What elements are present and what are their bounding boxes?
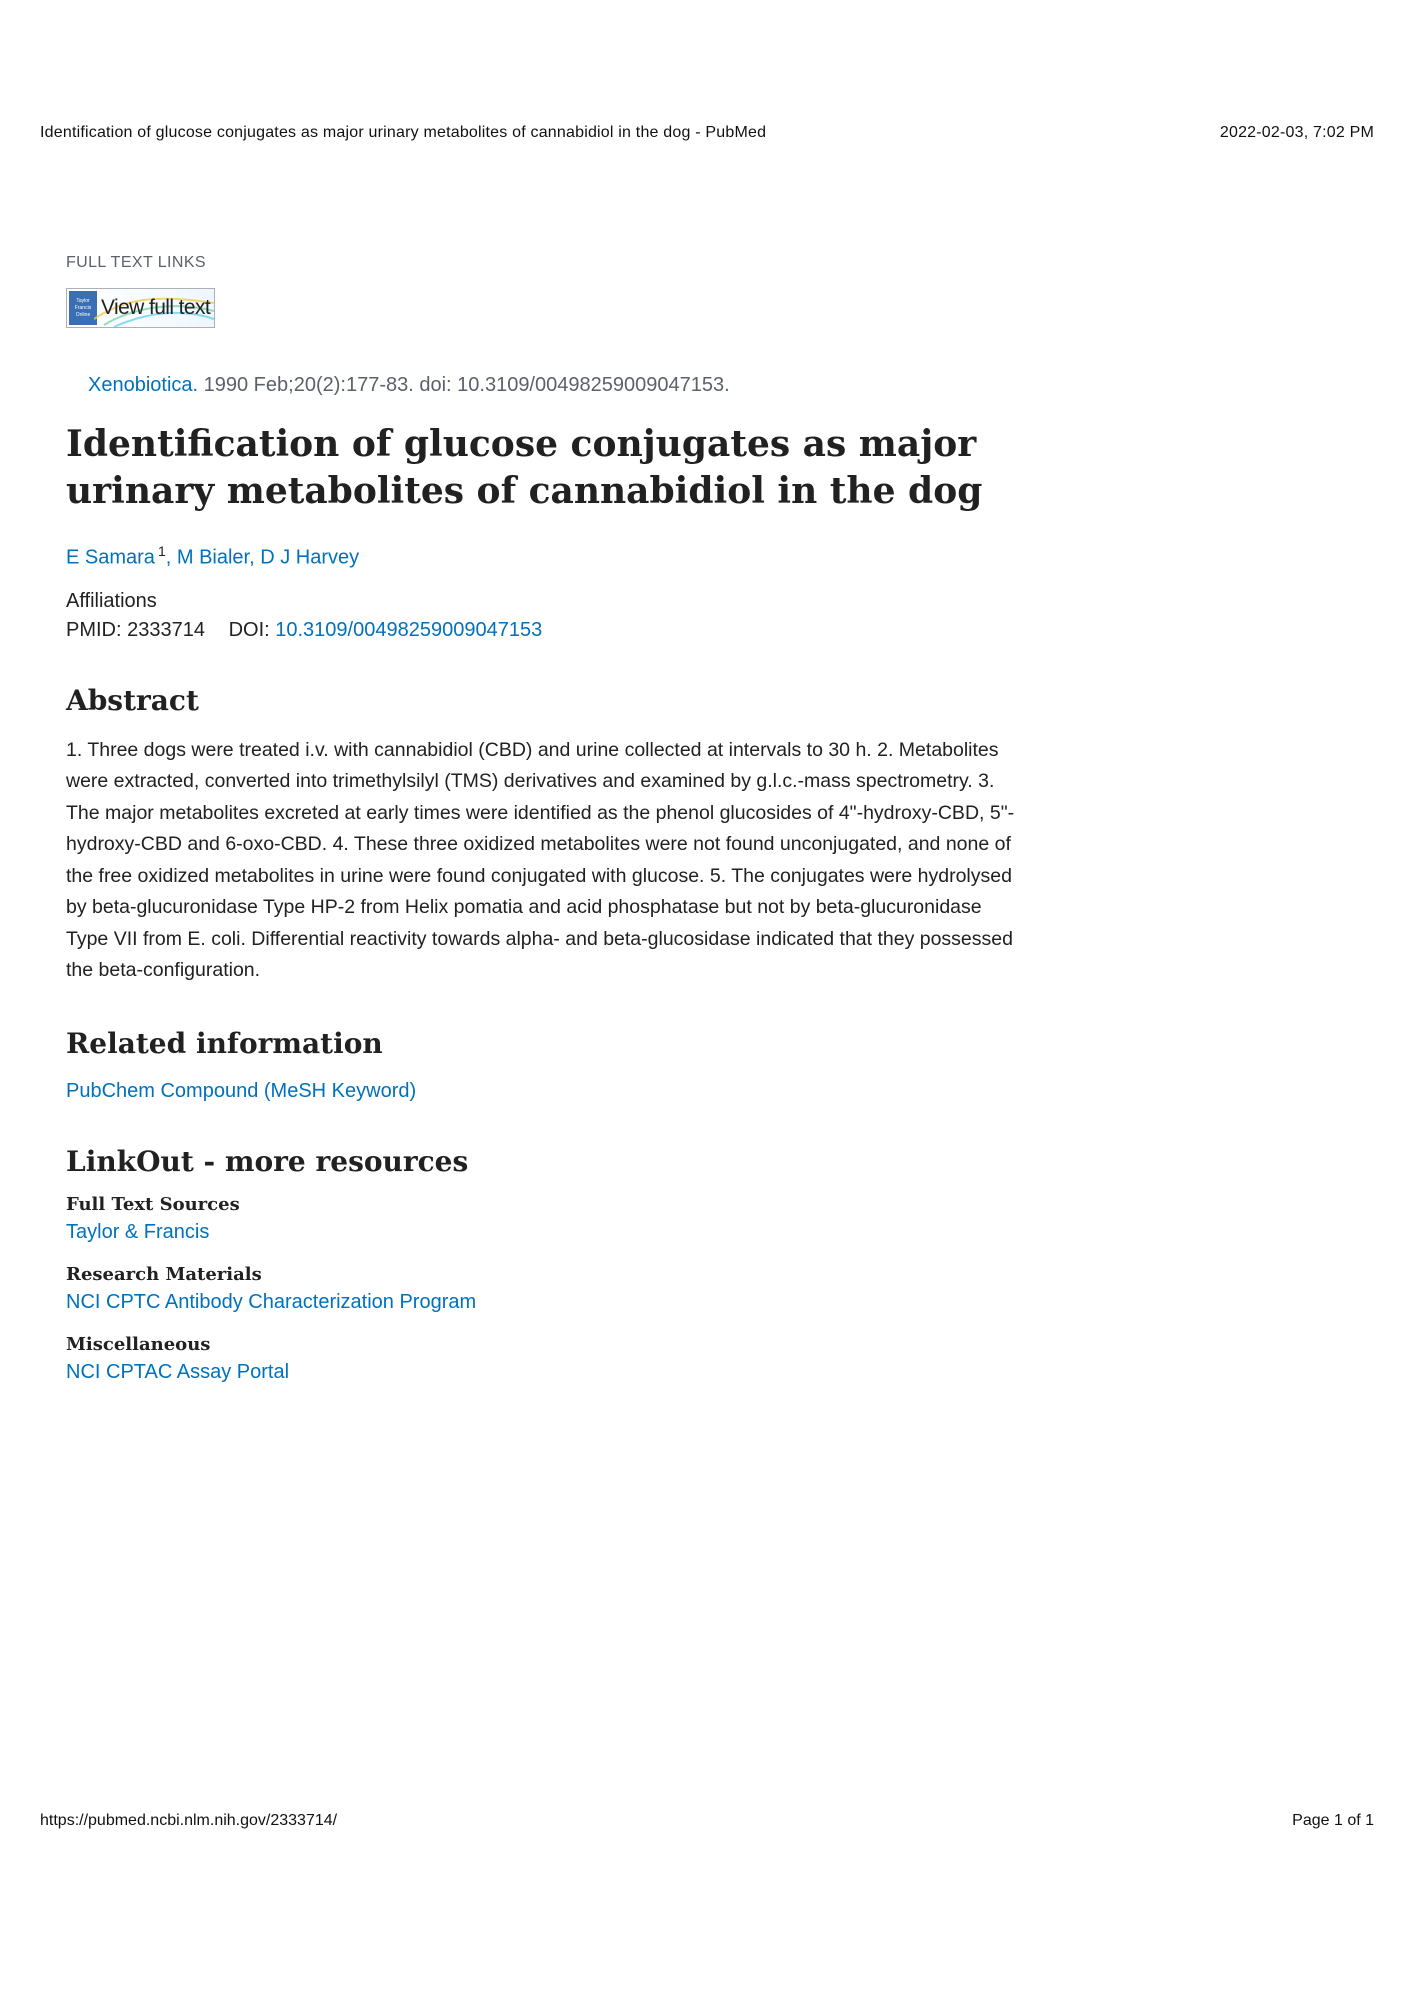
citation xyxy=(88,374,1026,397)
article-identifiers xyxy=(66,619,1026,642)
taylor-francis-logo-icon: Taylor Francis Online xyxy=(69,291,97,325)
author-list xyxy=(66,543,1026,570)
journal-link[interactable]: Xenobiotica. xyxy=(88,374,199,396)
author-link[interactable]: E Samara xyxy=(66,546,155,569)
author-separator: , xyxy=(249,546,255,569)
pmid-label: PMID: xyxy=(66,618,122,641)
citation-details: 1990 Feb;20(2):177-83. doi: 10.3109/00498259009047153. xyxy=(198,374,730,396)
abstract-text: 1. Three dogs were treated i.v. with cannabidiol (CBD) and urine collected at intervals to 30 h. 2. Metabolites were extracted, converted into trimethylsilyl (TMS) derivatives and examined by g.l.c.-mass spectrometry. 3. The major metabolites excreted at early times were identified as the phenol glucosides of 4"-hydroxy-CBD, 5"-hydroxy-CBD and 6-oxo-CBD. 4. These three oxidized metabolites were not found unconjugated, and none of the free oxidized metabolites in urine were found conjugated with glucose. 5. The conjugates were hydrolysed by beta-glucuronidase Type HP-2 from Helix pomatia and acid phosphatase but not by beta-glucuronidase Type VII from E. coli. Differential reactivity towards alpha- and beta-glucosidase indicated that they possessed the beta-configuration. xyxy=(66,738,1015,982)
linkout-group-title: Miscellaneous xyxy=(66,1333,211,1355)
print-page-info: Page 1 of 1 xyxy=(1292,1812,1374,1829)
print-datetime: 2022-02-03, 7:02 PM xyxy=(1219,124,1374,141)
linkout-group-title: Full Text Sources xyxy=(66,1193,240,1215)
view-full-text-label: View full text xyxy=(101,296,211,319)
author-link[interactable]: D J Harvey xyxy=(260,546,360,569)
linkout-nci-cptc-link[interactable]: NCI CPTC Antibody Characterization Program xyxy=(66,1290,477,1313)
linkout-group-title: Research Materials xyxy=(66,1263,262,1285)
pmid-value: 2333714 xyxy=(127,618,205,641)
related-information-heading: Related information xyxy=(66,1026,383,1060)
pubchem-compound-link[interactable]: PubChem Compound (MeSH Keyword) xyxy=(66,1079,417,1102)
linkout-heading: LinkOut - more resources xyxy=(66,1144,469,1178)
linkout-nci-cptac-link[interactable]: NCI CPTAC Assay Portal xyxy=(66,1360,290,1383)
print-url: https://pubmed.ncbi.nlm.nih.gov/2333714/ xyxy=(40,1812,338,1829)
author-separator: , xyxy=(165,546,172,569)
related-links xyxy=(66,1080,1026,1103)
affiliations-toggle[interactable]: Affiliations xyxy=(66,589,157,612)
view-full-text-button[interactable] xyxy=(66,288,215,328)
affiliation-marker[interactable]: 1 xyxy=(157,543,166,559)
print-page-title: Identification of glucose conjugates as major urinary metabolites of cannabidiol in the dog - PubMed xyxy=(40,124,767,141)
full-text-links-label: FULL TEXT LINKS xyxy=(66,254,206,271)
author-link[interactable]: M Bialer xyxy=(176,546,250,569)
doi-label: DOI: xyxy=(228,618,270,641)
article-content xyxy=(66,254,1026,1384)
article-title: Identification of glucose conjugates as major urinary metabolites of cannabidiol in the dog xyxy=(66,423,983,512)
linkout-taylor-francis-link[interactable]: Taylor & Francis xyxy=(66,1220,210,1243)
doi-link[interactable]: 10.3109/00498259009047153 xyxy=(275,618,543,641)
abstract-heading: Abstract xyxy=(66,683,199,717)
